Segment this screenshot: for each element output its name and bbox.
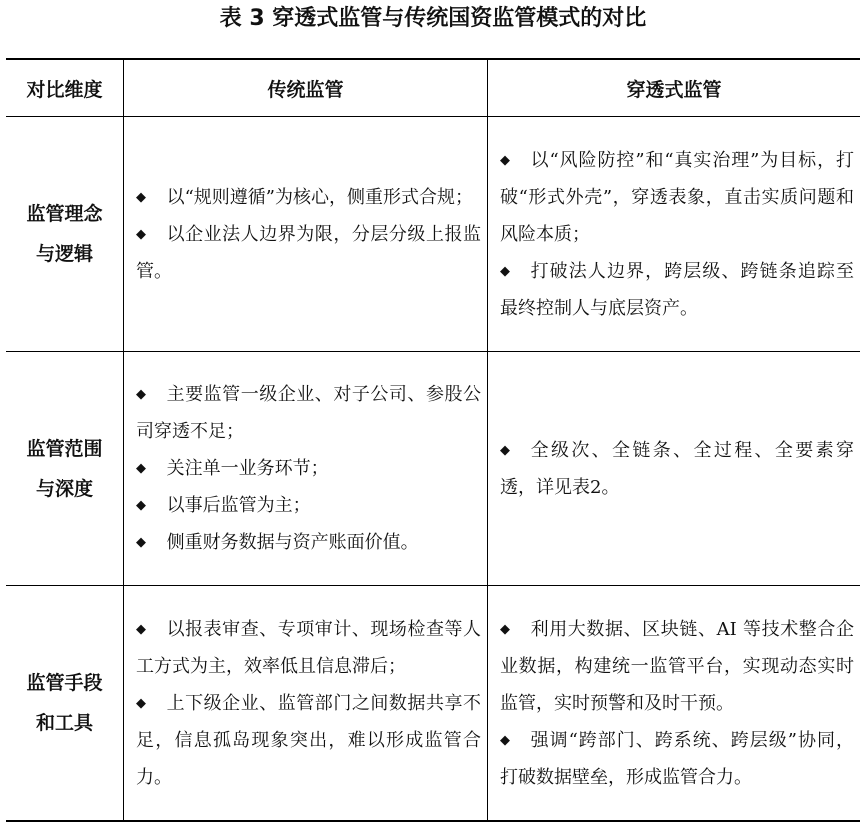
penetrating-cell: [488, 586, 860, 820]
bullet-item: ◆ 以企业法人边界为限，分层分级上报监管。: [136, 216, 481, 290]
bullet-icon: ◆: [136, 498, 146, 513]
dimension-cell: [6, 352, 123, 585]
penetrating-cell: [488, 117, 860, 351]
bullet-item: ◆ 主要监管一级企业、对子公司、参股公司穿透不足；: [136, 376, 481, 450]
header-traditional: 传统监管: [267, 78, 344, 101]
traditional-cell: [124, 352, 487, 585]
dimension-line: 监管理念: [26, 203, 103, 225]
traditional-cell: [124, 117, 487, 351]
bullet-item: ◆ 全级次、全链条、全过程、全要素穿透，详见表2。: [500, 432, 854, 506]
bullet-item: ◆ 以“风险防控”和“真实治理”为目标，打破“形式外壳”，穿透表象，直击实质问题和风险本质；: [500, 142, 854, 253]
bullet-icon: ◆: [500, 621, 510, 637]
bullet-item: ◆ 以“规则遵循”为核心，侧重形式合规；: [136, 179, 481, 216]
bullet-icon: ◆: [136, 695, 146, 711]
bullet-item: ◆ 打破法人边界，跨层级、跨链条追踪至最终控制人与底层资产。: [500, 253, 854, 327]
bullet-icon: ◆: [500, 732, 510, 748]
dimension-cell: [6, 586, 123, 820]
dimension-line: 与深度: [35, 477, 93, 500]
bullet-icon: ◆: [500, 152, 510, 168]
bullet-item: ◆ 强调“跨部门、跨系统、跨层级”协同，打破数据壁垒，形成监管合力。: [500, 722, 854, 796]
table-bottom-rule: [6, 820, 860, 822]
header-dimension: 对比维度: [26, 78, 103, 101]
bullet-item: ◆ 侧重财务数据与资产账面价值。: [136, 524, 481, 561]
bullet-icon: ◆: [136, 387, 146, 402]
bullet-item: ◆ 关注单一业务环节；: [136, 450, 481, 487]
bullet-icon: ◆: [136, 226, 146, 242]
bullet-icon: ◆: [136, 189, 146, 205]
bullet-item: ◆ 以事后监管为主；: [136, 487, 481, 524]
penetrating-cell: [488, 352, 860, 585]
bullet-item: ◆ 上下级企业、监管部门之间数据共享不足，信息孤岛现象突出，难以形成监管合力。: [136, 685, 481, 796]
dimension-cell: [6, 117, 123, 351]
bullet-icon: ◆: [500, 263, 510, 279]
bullet-icon: ◆: [136, 621, 146, 637]
dimension-line: 与逻辑: [35, 243, 93, 265]
bullet-icon: ◆: [136, 461, 146, 476]
dimension-line: 监管范围: [26, 437, 103, 460]
bullet-item: ◆ 以报表审查、专项审计、现场检查等人工方式为主，效率低且信息滞后；: [136, 611, 481, 685]
table-title: 表 3 穿透式监管与传统国资监管模式的对比: [219, 6, 647, 31]
dimension-line: 监管手段: [26, 672, 103, 694]
dimension-line: 和工具: [35, 712, 93, 734]
header-penetrating: 穿透式监管: [626, 78, 722, 101]
bullet-icon: ◆: [500, 442, 510, 458]
bullet-item: ◆ 利用大数据、区块链、AI 等技术整合企业数据，构建统一监管平台，实现动态实时监管，实时预警和及时干预。: [500, 611, 854, 722]
traditional-cell: [124, 586, 487, 820]
bullet-icon: ◆: [136, 535, 146, 550]
